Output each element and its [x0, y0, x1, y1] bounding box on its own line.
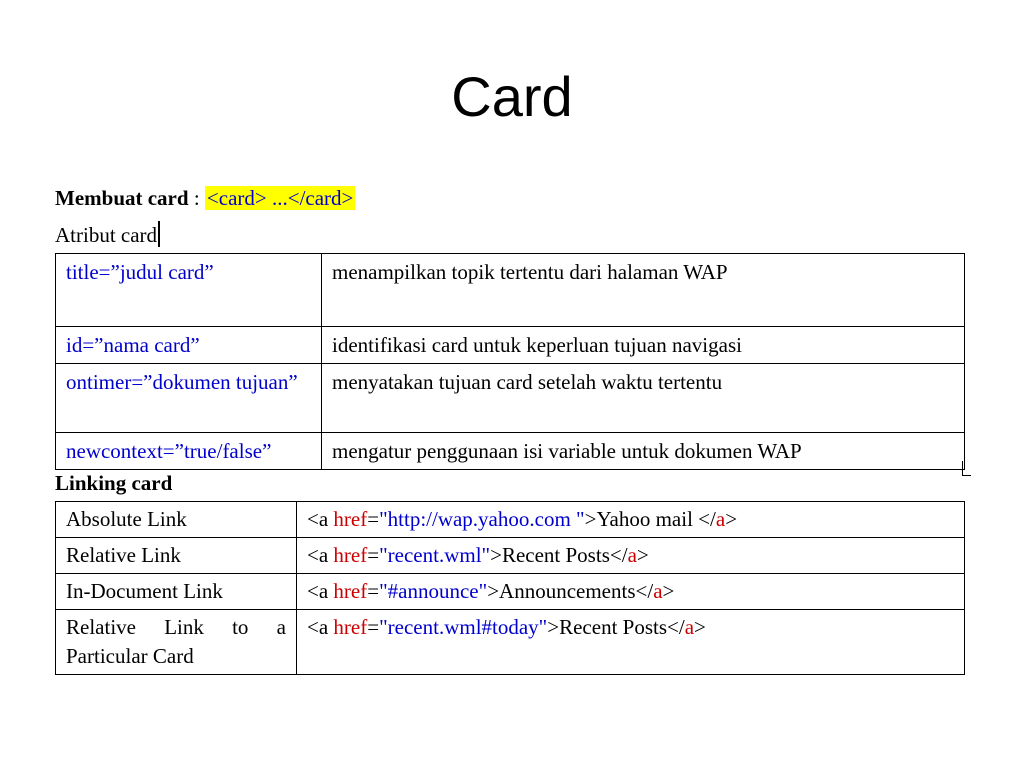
table-row — [56, 364, 965, 433]
card-tag-highlight: <card> ...</card> — [206, 186, 354, 210]
attribute-description: identifikasi card untuk keperluan tujuan navigasi — [322, 327, 965, 364]
link-type-line1: Relative Link to a — [66, 615, 286, 639]
table-row — [56, 610, 965, 675]
attributes-subtitle — [55, 220, 160, 250]
attribute-name: ontimer=”dokumen tujuan” — [56, 364, 322, 433]
link-type — [56, 610, 297, 675]
attribute-name: id=”nama card” — [56, 327, 322, 364]
intro-separator: : — [188, 186, 205, 210]
attributes-table — [55, 253, 965, 470]
intro-label: Membuat card — [55, 186, 189, 210]
slide-title: Card — [451, 65, 573, 128]
table-corner-mark — [962, 461, 971, 476]
linking-heading: Linking card — [55, 471, 173, 495]
link-type: Absolute Link — [56, 502, 297, 538]
attribute-name: newcontext=”true/false” — [56, 433, 322, 470]
table-row — [56, 574, 965, 610]
link-example: <a href="recent.wml">Recent Posts</a> — [297, 538, 965, 574]
table-row — [56, 538, 965, 574]
intro-line — [55, 184, 355, 212]
attribute-description: menampilkan topik tertentu dari halaman WAP — [322, 254, 965, 327]
link-type: Relative Link — [56, 538, 297, 574]
link-example: <a href="http://wap.yahoo.com ">Yahoo mail </a> — [297, 502, 965, 538]
link-example: <a href="#announce">Announcements</a> — [297, 574, 965, 610]
table-row — [56, 254, 965, 327]
table-row — [56, 327, 965, 364]
linking-table — [55, 501, 965, 675]
link-type: In-Document Link — [56, 574, 297, 610]
attribute-description: mengatur penggunaan isi variable untuk dokumen WAP — [322, 433, 965, 470]
table-row — [56, 502, 965, 538]
attribute-name: title=”judul card” — [56, 254, 322, 327]
link-example: <a href="recent.wml#today">Recent Posts</a> — [297, 610, 965, 675]
link-type-line2: Particular Card — [66, 644, 194, 668]
attribute-description: menyatakan tujuan card setelah waktu tertentu — [322, 364, 965, 433]
attributes-subtitle-text: Atribut card — [55, 223, 158, 247]
text-cursor — [158, 221, 160, 247]
table-row — [56, 433, 965, 470]
